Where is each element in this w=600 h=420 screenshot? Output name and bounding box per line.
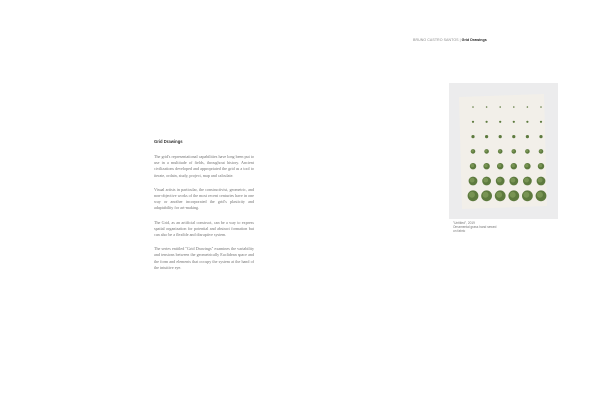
caption-line: Ornamental grass hand sewed	[453, 225, 497, 230]
artwork-grid-drawing	[449, 83, 558, 219]
grass-dot-highlight	[469, 192, 475, 198]
paragraph: The series entitled "Grid Drawings" examines the variability and tensions between the geometrically Euclidean space and the form and elements that occupy the system at the hand of the intuitive eye.	[154, 246, 254, 270]
caption-line: "Untitled", 2019	[453, 221, 475, 225]
grass-dot-highlight	[523, 192, 529, 198]
paragraph: The grid's representational capabilities have long been put to use in a multitude of fields, throughout history. Ancient civilizations developed and appropriated the grid as a tool to iterate, ordain, study, project, map and calculate.	[154, 154, 254, 178]
grass-dot-highlight	[537, 192, 543, 198]
grass-dot-highlight	[511, 178, 516, 183]
caption-line: on fabric	[453, 229, 466, 234]
grass-dot	[499, 106, 501, 108]
grass-dot-highlight	[483, 192, 489, 198]
grass-dot-highlight	[498, 150, 501, 153]
grass-dot	[513, 106, 515, 108]
grass-dot	[471, 135, 474, 138]
grass-dot-highlight	[510, 192, 516, 198]
grass-dot-highlight	[498, 164, 502, 168]
grass-dot	[540, 106, 542, 108]
grass-dot-highlight	[511, 164, 515, 168]
grass-dot	[485, 135, 488, 138]
grass-dot	[526, 121, 528, 123]
grass-dot-highlight	[471, 150, 474, 153]
grass-dot	[499, 135, 502, 138]
grass-dot-highlight	[496, 192, 502, 198]
grass-dot-highlight	[524, 178, 529, 183]
page-header	[413, 38, 487, 42]
grass-dot	[540, 121, 542, 123]
grass-dot-highlight	[539, 164, 543, 168]
grass-dot	[472, 106, 474, 108]
article-text	[154, 139, 254, 279]
paragraph: Visual artists in particular, the constructivist, geometric, and non-objective works of the most recent centuries have in one way or another incorporated the grid's plasticity and adaptability for art-making.	[154, 186, 254, 211]
grass-dot	[486, 121, 488, 123]
grass-dot	[513, 121, 515, 123]
grass-dot-highlight	[485, 150, 488, 153]
grass-dot-highlight	[471, 164, 475, 168]
grass-dot	[472, 121, 474, 123]
breadcrumb-current: Grid Drawings	[461, 38, 487, 42]
grass-dot	[486, 106, 488, 108]
grass-dot-highlight	[539, 150, 542, 153]
figure-caption	[453, 221, 515, 234]
grass-dot	[527, 106, 529, 108]
breadcrumb-separator: |	[459, 38, 461, 42]
grass-dot-highlight	[483, 178, 488, 183]
grass-dot	[512, 135, 515, 138]
grass-dot-highlight	[470, 178, 475, 183]
grass-dot-highlight	[538, 178, 543, 183]
paragraph: The Grid, as an artificial construct, can be a way to express spatial organization for potential and abstract formation but can also be a flexible and disruptive system.	[154, 219, 254, 238]
artwork-image	[449, 83, 558, 219]
section-title: Grid Drawings	[154, 139, 183, 144]
grass-dot-highlight	[484, 164, 488, 168]
grass-dot-highlight	[512, 150, 515, 153]
grass-dot-highlight	[525, 164, 529, 168]
grass-dot-highlight	[526, 150, 529, 153]
breadcrumb-section[interactable]: BRUNO CASTRO SANTOS	[413, 38, 459, 42]
grass-dot-highlight	[497, 178, 502, 183]
grass-dot	[526, 135, 529, 138]
grass-dot	[499, 121, 501, 123]
grass-dot	[539, 135, 542, 138]
